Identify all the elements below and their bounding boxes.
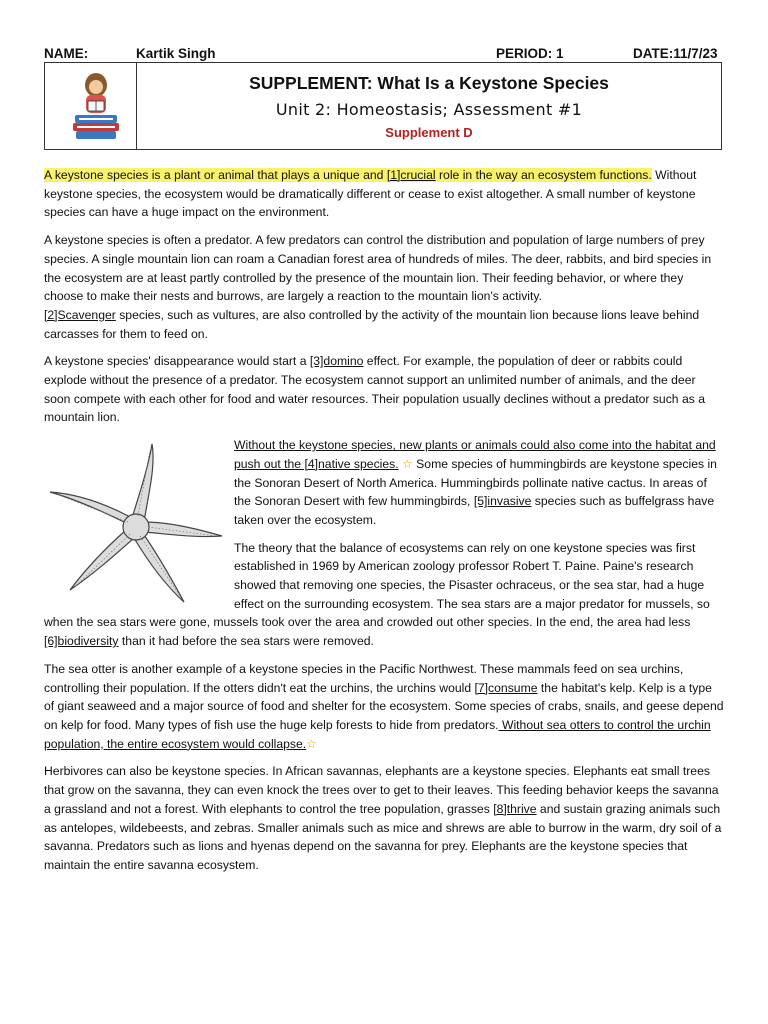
star-icon: ☆ bbox=[306, 736, 317, 751]
vocab-term-5: [5]invasive bbox=[473, 494, 532, 509]
unit-subtitle: Unit 2: Homeostasis; Assessment #1 bbox=[275, 100, 583, 119]
paragraph-text: A keystone species is often a predator. A few predators can control the distribution and population of large numbers of prey species. A single mountain lion can roam a Canadian forest area of hundreds of miles. The deer, rabbits, and bird species in the ecosystem are at least partly controlled by the presence of the mountain lion. Their feeding behavior, or where they choose to make their nests and burrows, are largely a reaction to the mountain lion's activity. bbox=[44, 233, 712, 304]
paragraph-7 bbox=[44, 762, 724, 874]
paragraph-3 bbox=[44, 352, 724, 427]
vocab-term-6: [6]biodiversity bbox=[44, 634, 119, 649]
supplement-label: Supplement D bbox=[385, 125, 473, 140]
paragraph-1 bbox=[44, 166, 724, 222]
header-row bbox=[44, 44, 724, 64]
vocab-term-1: [1]crucial bbox=[386, 168, 436, 182]
name-label: NAME: bbox=[44, 46, 89, 61]
teacher-reading-books-icon bbox=[71, 71, 121, 143]
paragraph-text: Herbivores can also be keystone species. In African savannas, elephants are a keystone species. Elephants eat small trees that grow on the savanna, they can even knock the trees over to get to their leaves. This feeding behavior keeps the savanna a grassland and not a forest. With elephants to control the tree population, grasses bbox=[44, 764, 719, 816]
highlight-text-end: role in the way an ecosystem functions. bbox=[435, 168, 652, 182]
paragraph-2 bbox=[44, 231, 724, 343]
paragraph-text: the habitat's kelp. Kelp is a type of giant seaweed and a major source of food and shelter for the ecosystem. Some species of crabs, snails, and geese depend on kelp for food. Many types of fish use the huge kelp forests to hide from predators. bbox=[44, 680, 724, 732]
paragraph-text: Some species of hummingbirds are keystone species in the Sonoran Desert of North America. Hummingbirds pollinate native cactus. In areas of the Sonoran Desert with few hummingbirds, bbox=[234, 456, 717, 509]
paragraph-text: effect. For example, the population of deer or rabbits could explode without the presence of a predator. The ecosystem cannot support an unlimited number of animals, and the deer soon compete with each other for food and water resources. Their population usually declines without a predator such as a mountain lion. bbox=[44, 354, 705, 425]
paragraph-text: Without keystone species, the ecosystem would be dramatically different or cease to exist altogether. A small number of keystone species can have a huge impact on the environment. bbox=[44, 168, 697, 220]
paragraph-text: than it had before the sea stars were removed. bbox=[118, 634, 374, 649]
vocab-term-8: [8]thrive bbox=[493, 801, 537, 816]
starfish-illustration bbox=[44, 440, 226, 605]
paragraph-text: The theory that the balance of ecosystems can rely on one keystone species was first established in 1969 by American zoology professor Robert T. Paine. Paine's research showed that removing one species, the Pisaster ochraceus, or the sea star, had a huge effect on the surrounding ecosystem. The sea stars are a major predator for mussels, so when the sea stars were gone, mussels took over the area and crowded out other species. In the end, the area had less bbox=[44, 540, 710, 630]
underlined-sentence: Without the keystone species, new plants or animals could also come into the habitat and push out the [4]native species. bbox=[234, 438, 716, 471]
vocab-term-3: [3]domino bbox=[309, 354, 364, 369]
paragraph-text: The sea otter is another example of a keystone species in the Pacific Northwest. These mammals feed on sea urchins, controlling their population. If the otters didn't eat the urchins, the urchins would bbox=[44, 661, 684, 695]
title-box bbox=[44, 62, 722, 150]
article-body bbox=[44, 166, 724, 884]
period: PERIOD: 1 bbox=[496, 46, 564, 61]
student-name: Kartik Singh bbox=[136, 46, 216, 61]
vocab-term-7: [7]consume bbox=[474, 680, 538, 695]
paragraph-text: and sustain grazing animals such as antelopes, wildebeests, and zebras. Smaller animals such as mice and shrews are able to burrow in the warm, dry soil of a savanna. Predators such as lions and hyenas depend on the savanna for prey. Elephants are the keystone species that maintain the entire savanna ecosystem. bbox=[44, 801, 722, 872]
paragraph-text: A keystone species' disappearance would start a bbox=[44, 354, 310, 369]
highlight-text: A keystone species is a plant or animal that plays a unique and bbox=[44, 168, 387, 182]
paragraph-text: species such as buffelgrass have taken over the ecosystem. bbox=[234, 494, 715, 527]
page-title: SUPPLEMENT: What Is a Keystone Species bbox=[249, 73, 609, 93]
paragraph-text: species, such as vultures, are also controlled by the activity of the mountain lion because lions leave behind carcasses for them to feed on. bbox=[44, 307, 700, 341]
date: DATE:11/7/23 bbox=[633, 46, 718, 61]
vocab-term-2: [2]Scavenger bbox=[44, 307, 116, 322]
underlined-sentence: Without sea otters to control the urchin population, the entire ecosystem would collapse. bbox=[44, 717, 711, 751]
star-icon: ☆ bbox=[402, 456, 413, 471]
paragraph-6 bbox=[44, 660, 724, 754]
